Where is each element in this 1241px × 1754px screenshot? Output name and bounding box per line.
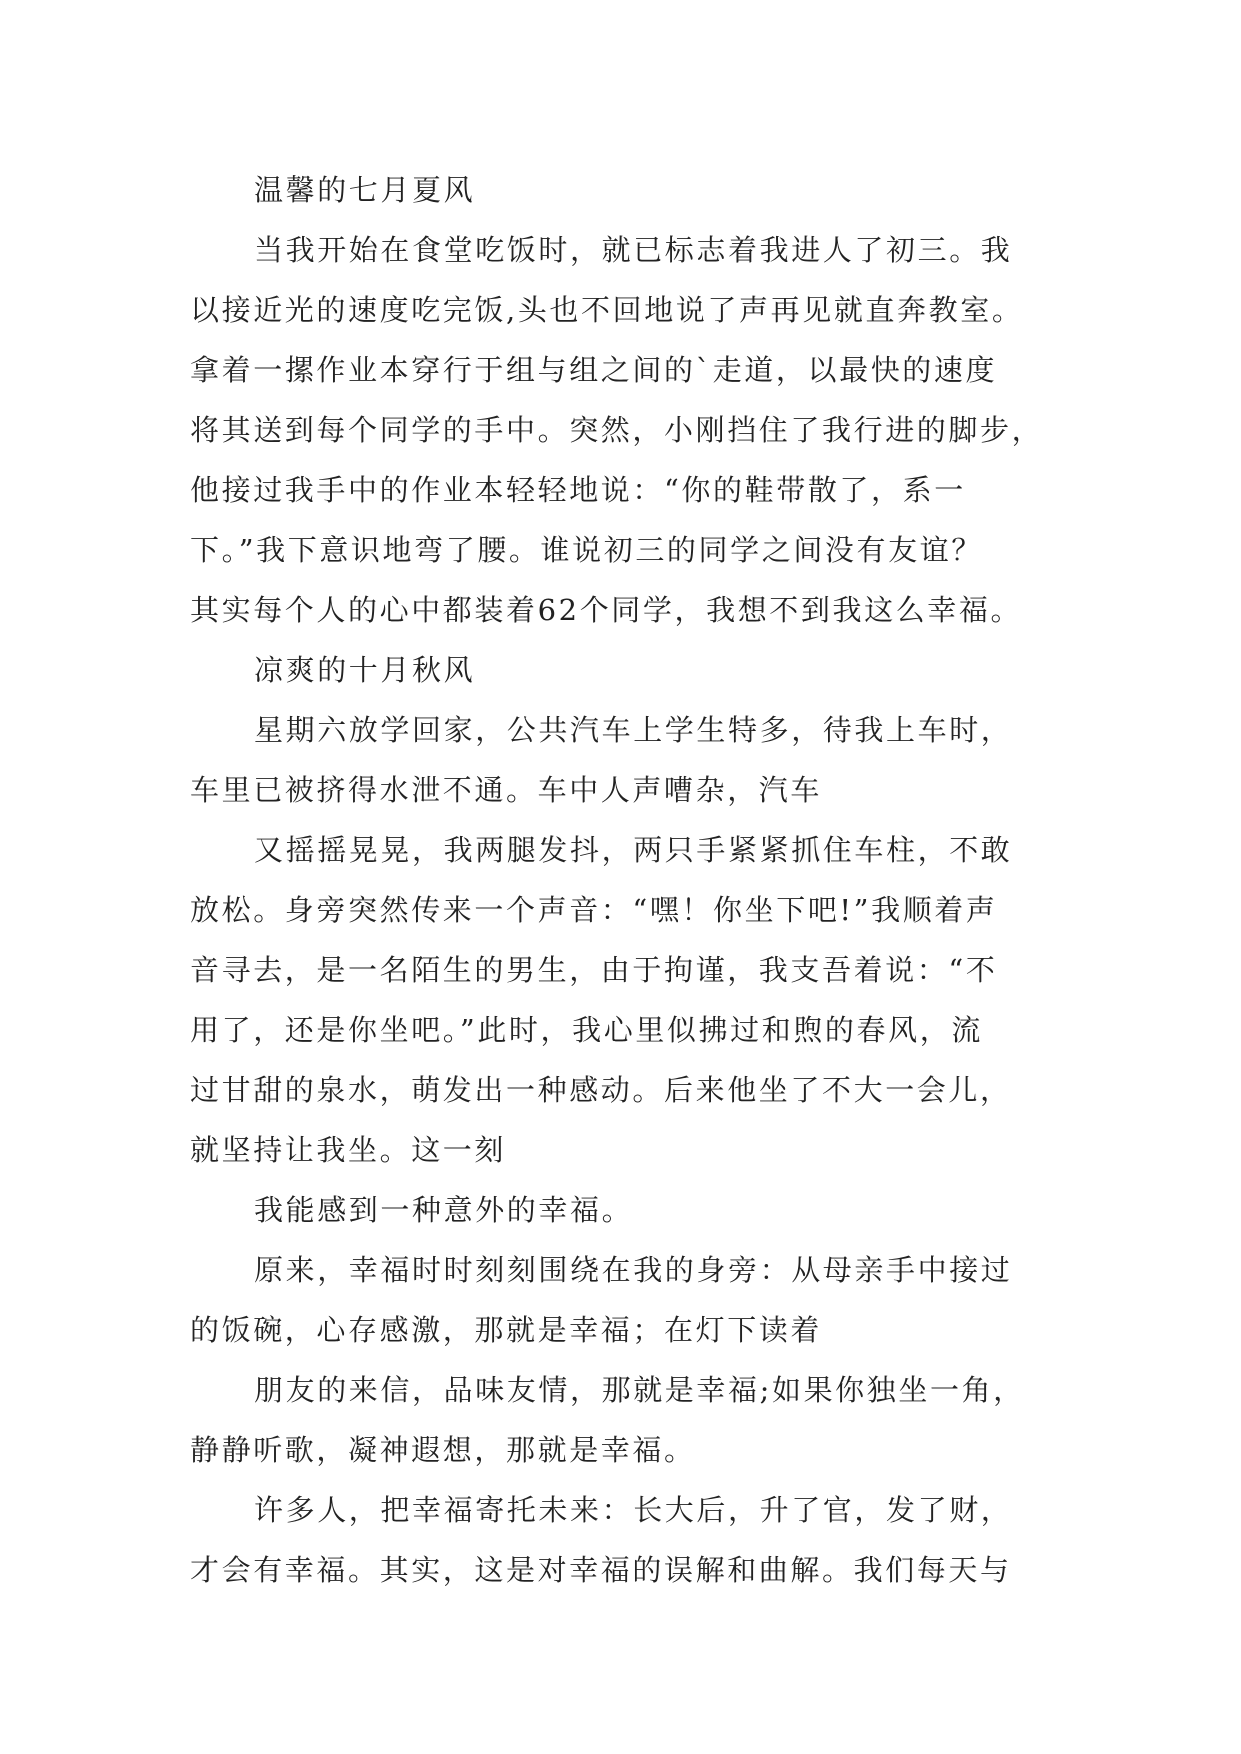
text-line: 静静听歌，凝神遐想，那就是幸福。 — [190, 1433, 696, 1467]
text-line: 过甘甜的泉水，萌发出一种感动。后来他坐了不大一会儿， — [190, 1073, 1012, 1107]
section-heading-october: 凉爽的十月秋风 — [254, 653, 476, 687]
text-line: 用了，还是你坐吧。”此时，我心里似拂过和煦的春风，流 — [190, 1013, 983, 1047]
text-line: 朋友的来信，品味友情，那就是幸福;如果你独坐一角， — [254, 1373, 1025, 1407]
text-line: 放松。身旁突然传来一个声音：“嘿！你坐下吧!”我顺着声 — [190, 893, 998, 927]
text-line: 下。”我下意识地弯了腰。谁说初三的同学之间没有友谊？ — [190, 533, 983, 567]
text-line: 又摇摇晃晃，我两腿发抖，两只手紧紧抓住车柱，不敢 — [254, 833, 1013, 867]
text-line: 其实每个人的心中都装着62个同学，我想不到我这么幸福。 — [190, 593, 1023, 627]
text-line: 他接过我手中的作业本轻轻地说：“你的鞋带散了，系一 — [190, 473, 966, 507]
text-line: 我能感到一种意外的幸福。 — [254, 1193, 634, 1227]
text-line: 音寻去，是一名陌生的男生，由于拘谨，我支吾着说：“不 — [190, 953, 998, 987]
text-line: 当我开始在食堂吃饭时，就已标志着我进人了初三。我 — [254, 233, 1013, 267]
text-line: 许多人，把幸福寄托未来：长大后，升了官，发了财， — [254, 1493, 1013, 1527]
text-line: 拿着一摞作业本穿行于组与组之间的`走道，以最快的速度 — [190, 353, 998, 387]
essay-body — [190, 160, 1070, 1600]
text-line: 才会有幸福。其实，这是对幸福的误解和曲解。我们每天与 — [190, 1553, 1012, 1587]
text-line: 以接近光的速度吃完饭,头也不回地说了声再见就直奔教室。 — [190, 293, 1024, 327]
text-line: 原来，幸福时时刻刻围绕在我的身旁：从母亲手中接过 — [254, 1253, 1013, 1287]
text-line: 车里已被挤得水泄不通。车中人声嘈杂，汽车 — [190, 773, 823, 807]
text-line: 就坚持让我坐。这一刻 — [190, 1133, 507, 1167]
text-line: 的饭碗，心存感激，那就是幸福；在灯下读着 — [190, 1313, 823, 1347]
text-line: 星期六放学回家，公共汽车上学生特多，待我上车时， — [254, 713, 1013, 747]
text-line: 将其送到每个同学的手中。突然，小刚挡住了我行进的脚步， — [190, 413, 1044, 447]
section-heading-july: 温馨的七月夏风 — [254, 173, 476, 207]
